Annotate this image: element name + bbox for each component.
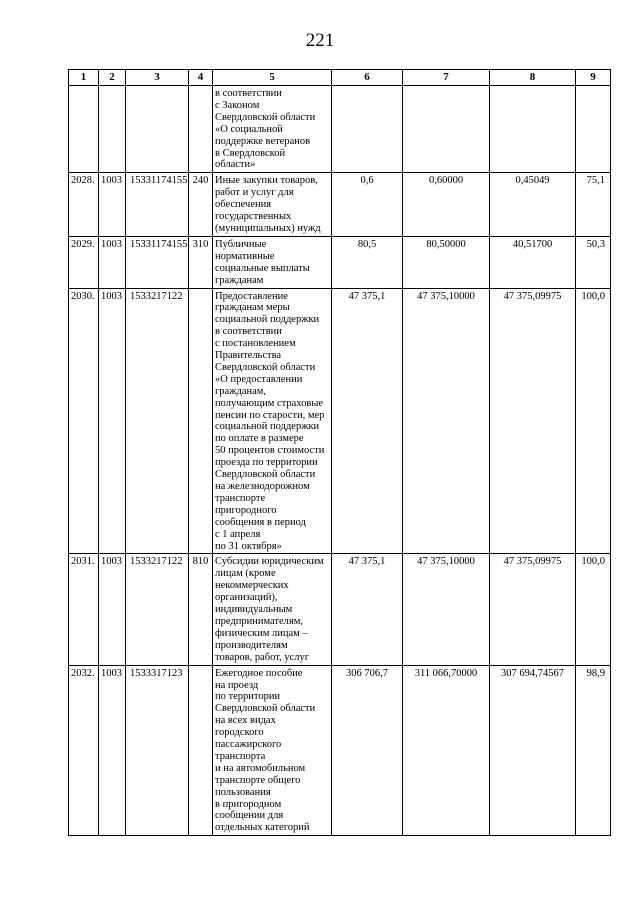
percent-cell: 50,3 bbox=[576, 236, 611, 288]
section-code-cell: 1003 bbox=[99, 236, 126, 288]
description-cell: Публичные нормативные социальные выплаты гражданам bbox=[213, 236, 332, 288]
section-code-cell: 1003 bbox=[99, 554, 126, 665]
amount-cell: 307 694,74567 bbox=[490, 665, 576, 836]
target-article-cell bbox=[126, 86, 189, 173]
row-number-cell: 2030. bbox=[69, 288, 99, 554]
column-header: 1 bbox=[69, 70, 99, 86]
target-article-cell: 1533217122 bbox=[126, 288, 189, 554]
page-number: 221 bbox=[305, 30, 335, 51]
column-header: 2 bbox=[99, 70, 126, 86]
section-code-cell: 1003 bbox=[99, 288, 126, 554]
row-number-cell: 2029. bbox=[69, 236, 99, 288]
row-number-cell: 2032. bbox=[69, 665, 99, 836]
description-cell: Субсидии юридическим лицам (кроме некоммерческих организаций), индивидуальным предпринимателям, физическим лицам – производителям товаров, работ, услуг bbox=[213, 554, 332, 665]
section-code-cell: 1003 bbox=[99, 665, 126, 836]
section-code-cell: 1003 bbox=[99, 173, 126, 237]
column-header: 7 bbox=[403, 70, 490, 86]
target-article-cell: 15331174155 bbox=[126, 173, 189, 237]
column-header: 5 bbox=[213, 70, 332, 86]
target-article-cell: 1533217122 bbox=[126, 554, 189, 665]
expense-type-cell: 240 bbox=[189, 173, 213, 237]
expense-type-cell bbox=[189, 86, 213, 173]
column-header: 3 bbox=[126, 70, 189, 86]
row-number-cell: 2031. bbox=[69, 554, 99, 665]
amount-cell: 47 375,09975 bbox=[490, 288, 576, 554]
amount-cell bbox=[403, 86, 490, 173]
amount-cell: 47 375,1 bbox=[332, 288, 403, 554]
expense-type-cell bbox=[189, 288, 213, 554]
column-header: 8 bbox=[490, 70, 576, 86]
amount-cell: 40,51700 bbox=[490, 236, 576, 288]
amount-cell: 47 375,10000 bbox=[403, 554, 490, 665]
description-cell: в соответствии с Законом Свердловской области «О социальной поддержке ветеранов в Свердловской области» bbox=[213, 86, 332, 173]
row-number-cell: 2028. bbox=[69, 173, 99, 237]
table-row bbox=[69, 554, 611, 665]
section-code-cell bbox=[99, 86, 126, 173]
expense-type-cell bbox=[189, 665, 213, 836]
column-header: 6 bbox=[332, 70, 403, 86]
table-row bbox=[69, 86, 611, 173]
amount-cell: 80,50000 bbox=[403, 236, 490, 288]
target-article-cell: 1533317123 bbox=[126, 665, 189, 836]
percent-cell bbox=[576, 86, 611, 173]
table-row bbox=[69, 288, 611, 554]
column-header: 9 bbox=[576, 70, 611, 86]
table-row bbox=[69, 173, 611, 237]
percent-cell: 98,9 bbox=[576, 665, 611, 836]
description-cell: Предоставление гражданам меры социальной поддержки в соответствии с постановлением Правительства Свердловской области «О предоставлении гражданам, получающим страховые пенсии по старости, мер социальной поддержки по оплате в размере 50 процентов стоимости проезда по территории Свердловской области на железнодорожном транспорте пригородного сообщения в период с 1 апреля по 31 октября» bbox=[213, 288, 332, 554]
amount-cell bbox=[490, 86, 576, 173]
amount-cell: 0,45049 bbox=[490, 173, 576, 237]
target-article-cell: 15331174155 bbox=[126, 236, 189, 288]
amount-cell: 47 375,1 bbox=[332, 554, 403, 665]
amount-cell: 80,5 bbox=[332, 236, 403, 288]
description-cell: Иные закупки товаров, работ и услуг для обеспечения государственных (муниципальных) нужд bbox=[213, 173, 332, 237]
row-number-cell bbox=[69, 86, 99, 173]
expense-type-cell: 810 bbox=[189, 554, 213, 665]
amount-cell: 47 375,10000 bbox=[403, 288, 490, 554]
table-row bbox=[69, 236, 611, 288]
expense-type-cell: 310 bbox=[189, 236, 213, 288]
column-header: 4 bbox=[189, 70, 213, 86]
table-header-row bbox=[69, 70, 611, 86]
amount-cell: 0,60000 bbox=[403, 173, 490, 237]
percent-cell: 100,0 bbox=[576, 288, 611, 554]
percent-cell: 100,0 bbox=[576, 554, 611, 665]
amount-cell: 311 066,70000 bbox=[403, 665, 490, 836]
amount-cell: 47 375,09975 bbox=[490, 554, 576, 665]
amount-cell: 0,6 bbox=[332, 173, 403, 237]
budget-table bbox=[68, 69, 611, 836]
percent-cell: 75,1 bbox=[576, 173, 611, 237]
amount-cell bbox=[332, 86, 403, 173]
table-row bbox=[69, 665, 611, 836]
amount-cell: 306 706,7 bbox=[332, 665, 403, 836]
description-cell: Ежегодное пособие на проезд по территории Свердловской области на всех видах городского пассажирского транспорта и на автомобильном транспорте общего пользования в пригородном сообщении для отдельных категорий bbox=[213, 665, 332, 836]
